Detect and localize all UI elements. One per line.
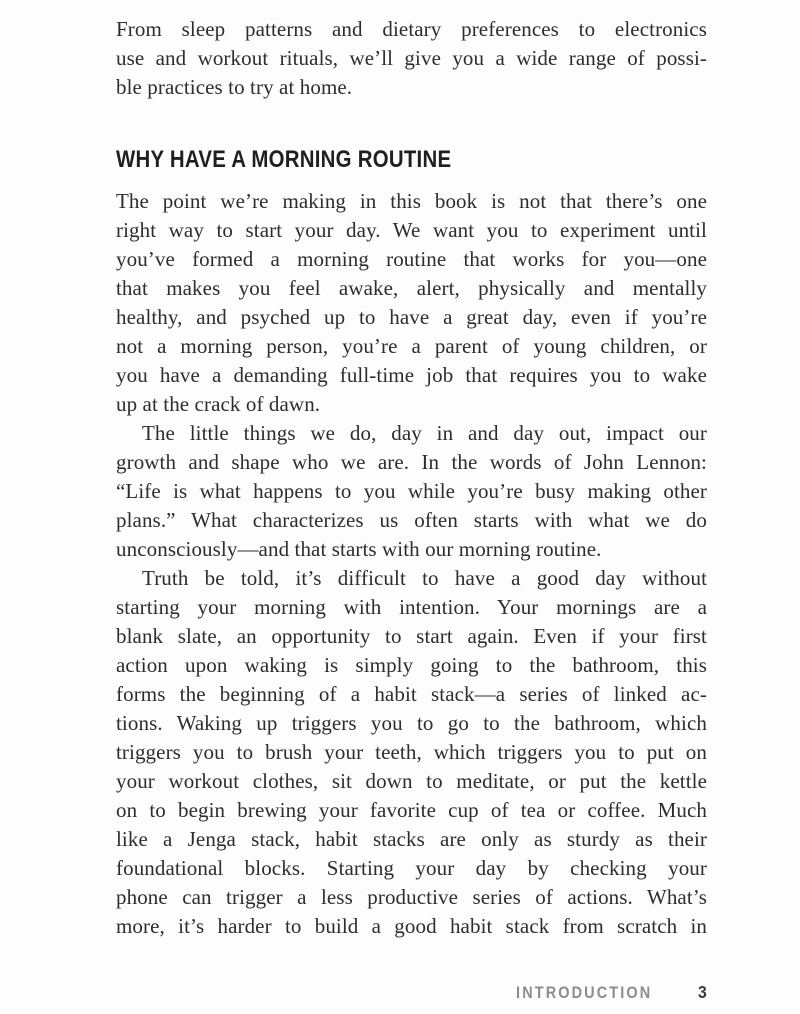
text-line: your workout clothes, sit down to meditate, or put the kettle xyxy=(116,769,707,793)
text-line: ble practices to try at home. xyxy=(116,75,353,99)
text-line: plans.” What characterizes us often starts with what we do xyxy=(116,508,707,532)
section-heading xyxy=(116,147,707,173)
text-line: Truth be told, it’s difficult to have a good day without xyxy=(142,566,707,590)
text-line: use and workout rituals, we’ll give you a wide range of possi- xyxy=(116,46,707,70)
footer-page-number: 3 xyxy=(698,982,707,1002)
text-line: up at the crack of dawn. xyxy=(116,392,321,416)
text-line: right way to start your day. We want you to experiment until xyxy=(116,218,707,242)
text-line: that makes you feel awake, alert, physically and mentally xyxy=(116,276,707,300)
text-line: The little things we do, day in and day out, impact our xyxy=(142,421,707,445)
text-line: forms the beginning of a habit stack—a series of linked ac- xyxy=(116,682,707,706)
text-line: triggers you to brush your teeth, which triggers you to put on xyxy=(116,740,707,764)
text-line: you have a demanding full-time job that requires you to wake xyxy=(116,363,707,387)
text-line: not a morning person, you’re a parent of young children, or xyxy=(116,334,707,358)
page-footer xyxy=(116,982,707,1003)
text-line: action upon waking is simply going to the bathroom, this xyxy=(116,653,707,677)
text-line: From sleep patterns and dietary preferences to electronics xyxy=(116,17,707,41)
text-line: you’ve formed a morning routine that works for you—one xyxy=(116,247,707,271)
text-line: The point we’re making in this book is not that there’s one xyxy=(116,189,707,213)
text-line: on to begin brewing your favorite cup of tea or coffee. Much xyxy=(116,798,707,822)
text-line: healthy, and psyched up to have a great day, even if you’re xyxy=(116,305,707,329)
text-line: foundational blocks. Starting your day by checking your xyxy=(116,856,707,880)
footer-section-label: INTRODUCTION xyxy=(516,983,653,1002)
text-line: blank slate, an opportunity to start again. Even if your first xyxy=(116,624,707,648)
paragraph-little-things xyxy=(116,419,707,564)
intro-continuation-paragraph xyxy=(116,15,707,102)
page-body xyxy=(116,15,707,941)
text-line: tions. Waking up triggers you to go to the bathroom, which xyxy=(116,711,707,735)
paragraph-habit-stack xyxy=(116,564,707,941)
paragraph-one-right-way xyxy=(116,187,707,419)
text-line: “Life is what happens to you while you’re busy making other xyxy=(116,479,707,503)
text-line: starting your morning with intention. Your mornings are a xyxy=(116,595,707,619)
text-line: unconsciously—and that starts with our morning routine. xyxy=(116,537,602,561)
text-line: more, it’s harder to build a good habit stack from scratch in xyxy=(116,914,707,938)
text-line: phone can trigger a less productive series of actions. What’s xyxy=(116,885,707,909)
text-line: growth and shape who we are. In the words of John Lennon: xyxy=(116,450,707,474)
section-heading-text: WHY HAVE A MORNING ROUTINE xyxy=(116,146,452,173)
text-line: like a Jenga stack, habit stacks are only as sturdy as their xyxy=(116,827,707,851)
